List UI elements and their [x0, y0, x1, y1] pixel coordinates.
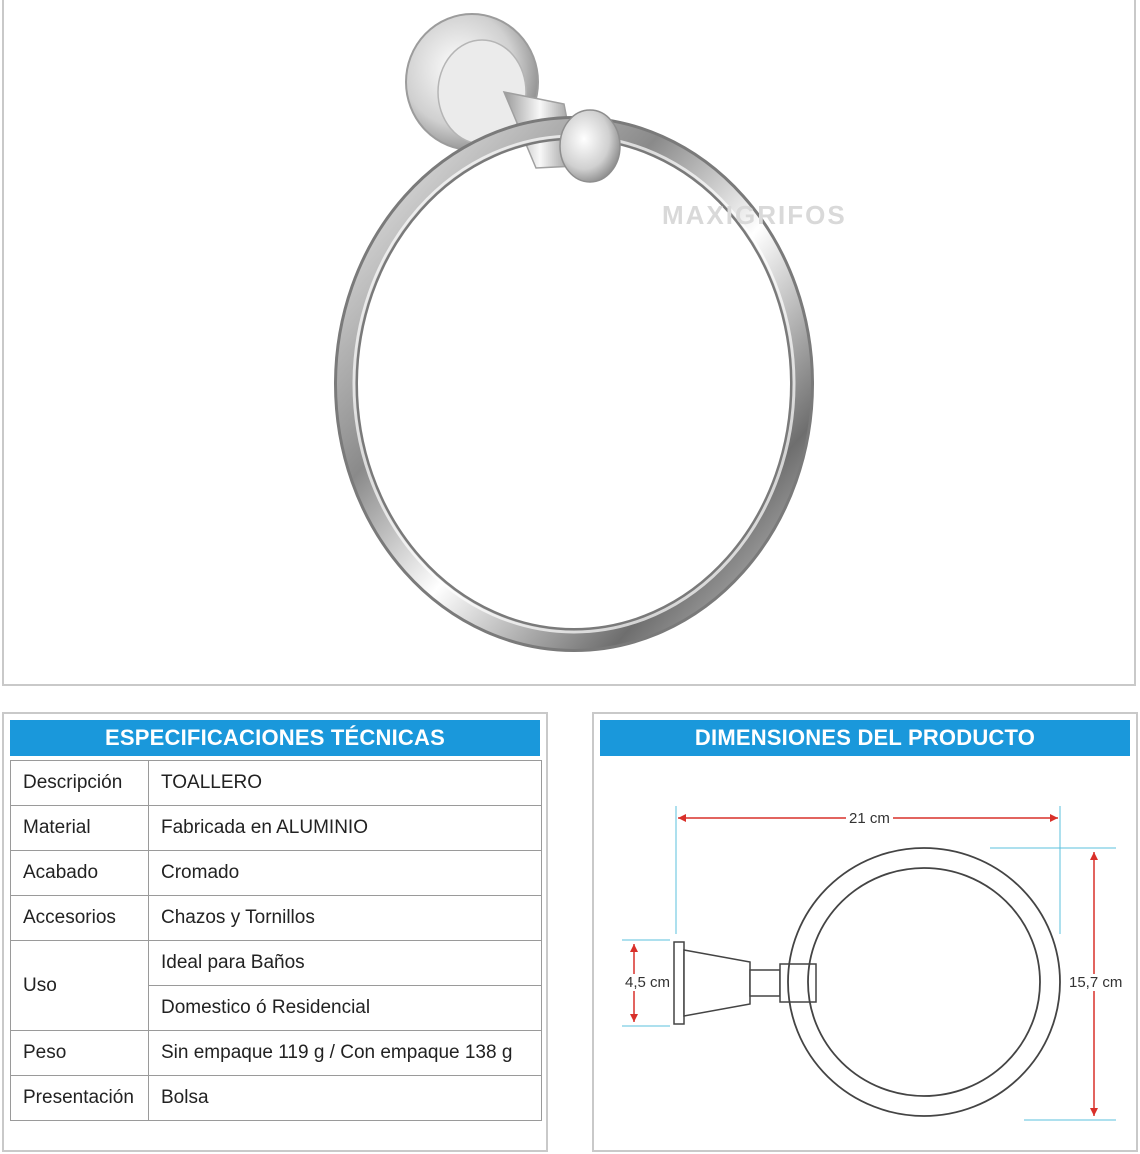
table-row	[11, 896, 542, 941]
specifications-table	[10, 760, 542, 1121]
height-dimension-label: 15,7 cm	[1066, 974, 1125, 991]
spec-label: Accesorios	[11, 896, 149, 941]
table-row	[11, 1031, 542, 1076]
width-dimension-label: 21 cm	[846, 810, 893, 827]
spec-value: Domestico ó Residencial	[149, 986, 542, 1031]
spec-label: Acabado	[11, 851, 149, 896]
spec-value: Sin empaque 119 g / Con empaque 138 g	[149, 1031, 542, 1076]
dimensions-header: DIMENSIONES DEL PRODUCTO	[600, 720, 1130, 756]
watermark-text: MAXIGRIFOS	[662, 200, 847, 230]
spec-label: Peso	[11, 1031, 149, 1076]
table-row	[11, 761, 542, 806]
towel-ring-image	[4, 0, 1138, 686]
spec-value: Ideal para Baños	[149, 941, 542, 986]
base-dimension-label: 4,5 cm	[622, 974, 673, 991]
spec-label: Presentación	[11, 1076, 149, 1121]
table-row	[11, 941, 542, 986]
spec-value: TOALLERO	[149, 761, 542, 806]
spec-value: Chazos y Tornillos	[149, 896, 542, 941]
dimensions-panel	[592, 712, 1138, 1152]
spec-value: Fabricada en ALUMINIO	[149, 806, 542, 851]
table-row	[11, 1076, 542, 1121]
product-photo-panel	[2, 0, 1136, 686]
spec-value: Bolsa	[149, 1076, 542, 1121]
dimensions-drawing	[594, 714, 1140, 1154]
table-row	[11, 851, 542, 896]
specifications-panel	[2, 712, 548, 1152]
spec-label: Material	[11, 806, 149, 851]
spec-label: Descripción	[11, 761, 149, 806]
spec-value: Cromado	[149, 851, 542, 896]
table-row	[11, 806, 542, 851]
spec-label: Uso	[11, 941, 149, 1031]
specifications-header: ESPECIFICACIONES TÉCNICAS	[10, 720, 540, 756]
